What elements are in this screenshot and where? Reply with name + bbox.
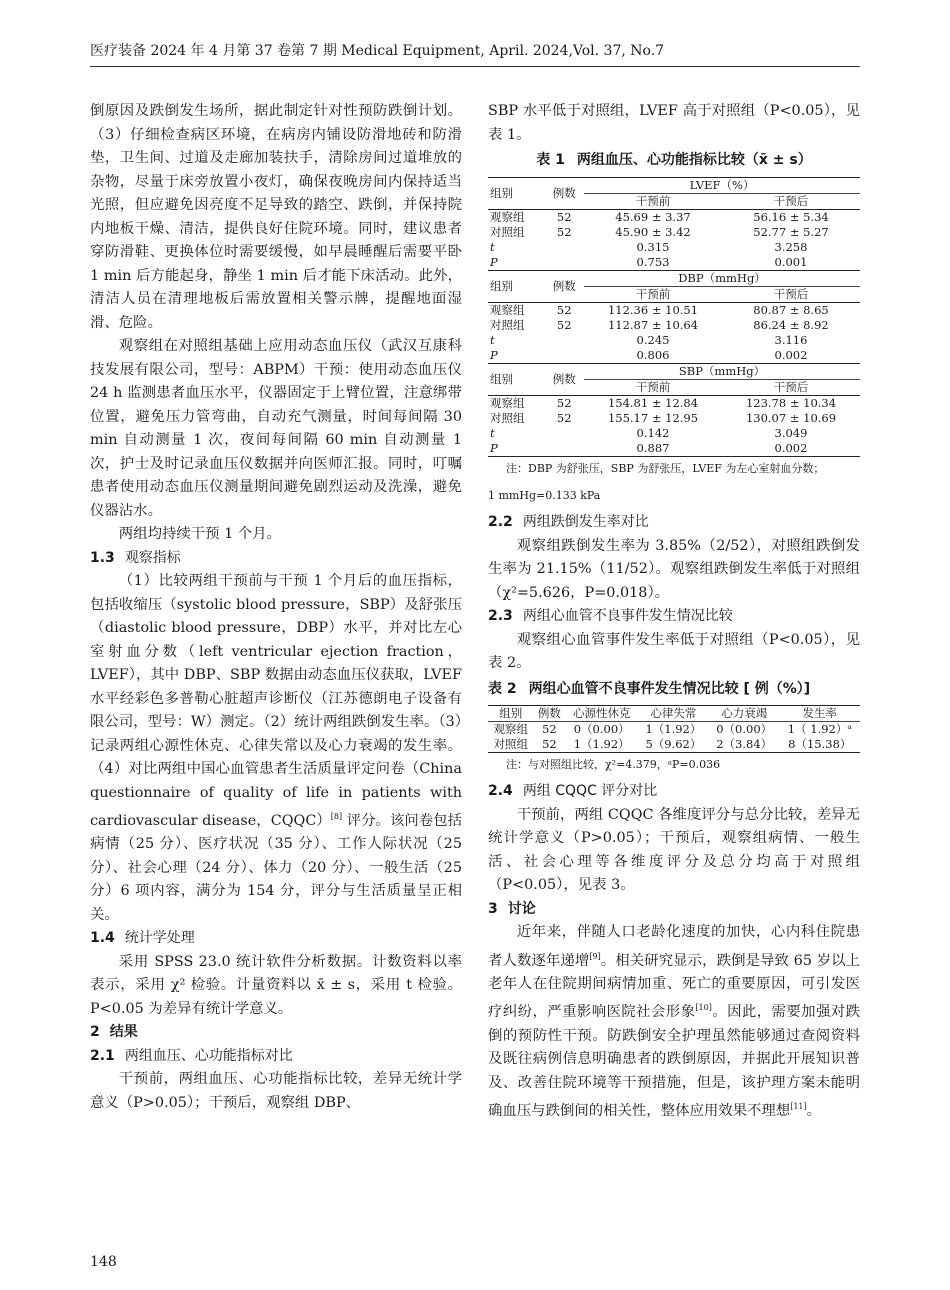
paragraph-duration: 两组均持续干预 1 个月。 — [118, 526, 282, 542]
table-cell: 干预前 — [584, 379, 722, 395]
table-1-header-row — [488, 363, 860, 379]
table-cell: 45.69 ± 3.37 — [615, 209, 691, 224]
paragraph-observation-group: 观察组在对照组基础上应用动态血压仪（武汉互康科技发展有限公司，型号：ABPM）干预：使用动态血压仪 24 h 监测患者血压水平，仪器固定于上臂位置，注意绑带位置，避免压力管弯曲，自动充气测量，时间每间隔 30 min 自动测量 1 次，夜间每间隔 60 min 自动测量 1 次，护士及时记录血压仪数据并向医师汇报。同时，叮嘱患者使用动态血压仪测量期间避免剧烈运动及洗澡，避免仪器沾水。 — [90, 338, 462, 519]
table-cell: 2（3.84） — [709, 737, 780, 753]
table-row — [488, 225, 860, 240]
table-header-cell: 心律失常 — [638, 706, 709, 722]
paragraph-indicators: （1）比较两组干预前与干预 1 个月后的血压指标，包括收缩压（systolic blood pressure，SBP）及舒张压（diastolic blood pressure，DBP）水平，并对比左心室射血分数（left ventricular ejection fraction，LVEF），其中 DBP、SBP 数据由动态血压仪获取，LVEF 水平经彩色多普勒心脏超声诊断仪（江苏德朗电子设备有限公司，型号：W）测定。（2）统计两组跌倒发生率。（3）记录两组心源性休克、心律失常以及心力衰竭的发生率。（4）对比两组中国心血管患者生活质量评定问卷（China questionnaire of quality of life in patients with cardiovascular disease，CQQC）[8] 评分。该问卷包括病情（25 分）、医疗状况（35 分）、工作人际状况（25 分）、社会心理（24 分）、体力（20 分）、一般生活（25 分）6 项内容，满分为 154 分，评分与生活质量呈正相关。 — [90, 573, 462, 923]
table-cell: 52.77 ± 5.27 — [753, 224, 829, 239]
table-row — [488, 722, 860, 738]
table-cell: 0.753 — [584, 255, 722, 271]
table-2-header-row — [488, 706, 860, 722]
section-3-heading: 3 讨论 — [488, 900, 536, 917]
table-cell: t — [490, 239, 495, 254]
table-row — [488, 318, 860, 333]
table-row — [488, 333, 860, 348]
table-row — [488, 441, 860, 457]
paragraph-result-2-4: 干预前，两组 CQQC 各维度评分与总分比较，差异无统计学意义（P>0.05）；干预后，观察组病情、一般生活、社会心理等各维度评分及总分均高于对照组（P<0.05），见表 3。 — [488, 806, 860, 893]
table-cell: 86.24 ± 8.92 — [753, 317, 829, 332]
paragraph-result-2-1: 干预前，两组血压、心功能指标比较，差异无统计学意义（P>0.05）；干预后，观察组 DBP、 — [90, 1071, 462, 1111]
table-cell: t — [490, 425, 495, 440]
table-1-note-unit: 1 mmHg=0.133 kPa — [488, 488, 601, 502]
table-cell: 1（1.92） — [565, 737, 638, 753]
table-row — [488, 302, 860, 318]
section-2-1-heading: 2.1 两组血压、心功能指标对比 — [90, 1047, 293, 1064]
table-cell: 56.16 ± 5.34 — [753, 209, 829, 224]
table-row — [488, 255, 860, 271]
table-cell: 52 — [556, 395, 572, 410]
table-2-caption: 表 2 两组心血管不良事件发生情况比较 [ 例（%）] — [488, 680, 811, 697]
section-1-3-heading: 1.3 观察指标 — [90, 549, 181, 566]
table-cell: 52 — [556, 410, 572, 425]
table-1-caption: 表 1 两组血压、心功能指标比较（x̄ ± s） — [536, 152, 812, 168]
table-cell: 0.002 — [722, 441, 860, 457]
table-cell: 1（ 1.92）ᵃ — [787, 722, 852, 736]
table-cell: 154.81 ± 12.84 — [607, 395, 699, 410]
table-row — [488, 426, 860, 441]
paragraph-prevention-plan: 倒原因及跌倒发生场所，据此制定针对性预防跌倒计划。（3）仔细检查病区环境，在病房内铺设防滑地砖和防滑垫，卫生间、过道及走廊加装扶手，清除房间过道堆放的杂物，尽量于床旁放置小夜灯，确保夜晚房间内保持适当光照，但应避免因亮度不足导致的踏空、跌倒，并保持院内地板干燥、清洁，提供良好住院环境。同时，建议患者穿防滑鞋、更换体位时需要缓慢，如早晨睡醒后需要平卧 1 min 后方能起身，静坐 1 min 后才能下床活动。此外，清洁人员在清理地板后需放置相关警示牌，提醒地面湿滑、危险。 — [90, 103, 462, 331]
left-column — [90, 100, 462, 1115]
table-2 — [488, 705, 860, 753]
table-1 — [488, 177, 860, 457]
table-cell: 52 — [542, 722, 557, 736]
table-1-header-row — [488, 177, 860, 193]
table-cell: 干预后 — [722, 193, 860, 209]
table-cell: 52 — [556, 317, 572, 332]
table-cell: 0.315 — [636, 239, 670, 254]
table-row — [488, 209, 860, 225]
table-cell: 130.07 ± 10.69 — [745, 410, 837, 425]
table-cell: 0.245 — [636, 332, 670, 347]
table-cell: 组别 — [488, 363, 544, 395]
right-column — [488, 100, 860, 1123]
table-cell: 1（1.92） — [645, 722, 702, 736]
table-cell: 干预前 — [584, 193, 722, 209]
table-cell: 干预后 — [722, 286, 860, 302]
table-row — [488, 395, 860, 411]
table-cell: 112.87 ± 10.64 — [607, 317, 699, 332]
table-header-cell: 组别 — [488, 706, 533, 722]
table-cell: 0.001 — [722, 255, 860, 271]
table-cell: 0.002 — [722, 348, 860, 364]
table-cell: 观察组 — [490, 395, 525, 410]
table-cell: P — [488, 348, 544, 364]
running-header: 医疗装备 2024 年 4 月第 37 卷第 7 期 Medical Equipment, April. 2024,Vol. 37, No.7 — [90, 40, 860, 67]
table-cell: 45.90 ± 3.42 — [615, 224, 691, 239]
table-1-header-row — [488, 270, 860, 286]
paragraph-result-2-2: 观察组跌倒发生率为 3.85%（2/52），对照组跌倒发生率为 21.15%（11/52）。观察组跌倒发生率低于对照组（χ²=5.626，P=0.018）。 — [488, 537, 860, 601]
table-cell: 52 — [556, 224, 572, 239]
table-cell: 0.142 — [636, 425, 670, 440]
table-cell: 0（0.00） — [573, 722, 630, 736]
paragraph-result-2-1-cont: SBP 水平低于对照组，LVEF 高于对照组（P<0.05），见表 1。 — [488, 103, 860, 143]
table-cell: 观察组 — [490, 302, 525, 317]
table-row — [488, 240, 860, 255]
table-cell: P — [488, 441, 544, 457]
table-cell: P — [488, 255, 544, 271]
table-metric-header: SBP（mmHg） — [584, 363, 860, 379]
table-cell: 52 — [556, 302, 572, 317]
table-cell: 52 — [556, 209, 572, 224]
table-row — [488, 737, 860, 753]
table-cell: 123.78 ± 10.34 — [745, 395, 837, 410]
table-cell: 155.17 ± 12.95 — [607, 410, 699, 425]
citation-11: [11] — [790, 1102, 807, 1112]
table-cell: t — [490, 332, 495, 347]
table-cell: 80.87 ± 8.65 — [753, 302, 829, 317]
table-cell: 112.36 ± 10.51 — [607, 302, 699, 317]
table-metric-header: DBP（mmHg） — [584, 270, 860, 286]
table-header-cell: 心源性休克 — [565, 706, 638, 722]
table-header-cell: 例数 — [533, 706, 565, 722]
citation-8: [8] — [330, 812, 343, 821]
paragraph-statistics: 采用 SPSS 23.0 统计软件分析数据。计数资料以率表示，采用 χ² 检验。计量资料以 x̄ ± s，采用 t 检验。P<0.05 为差异有统计学意义。 — [90, 953, 462, 1017]
table-cell: 干预后 — [722, 379, 860, 395]
table-cell: 观察组 — [493, 722, 528, 736]
table-row — [488, 348, 860, 364]
table-cell: 对照组 — [490, 224, 525, 239]
section-1-4-heading: 1.4 统计学处理 — [90, 930, 195, 947]
table-header-cell: 心力衰竭 — [709, 706, 780, 722]
table-cell: 0.806 — [584, 348, 722, 364]
citation-10: [10] — [695, 1003, 712, 1013]
table-cell: 52 — [533, 737, 565, 753]
citation-9: [9] — [589, 951, 601, 961]
table-cell: 8（15.38） — [780, 737, 860, 753]
table-cell: 干预前 — [584, 286, 722, 302]
table-cell: 组别 — [488, 177, 544, 209]
table-cell: 对照组 — [488, 737, 533, 753]
section-2-3-heading: 2.3 两组心血管不良事件发生情况比较 — [488, 608, 733, 624]
table-cell: 对照组 — [490, 317, 525, 332]
table-cell: 组别 — [488, 270, 544, 302]
paragraph-result-2-3: 观察组心血管事件发生率低于对照组（P<0.05），见表 2。 — [488, 631, 860, 671]
table-cell: 3.049 — [774, 425, 808, 440]
table-cell: 对照组 — [490, 410, 525, 425]
table-row — [488, 411, 860, 426]
table-cell: 观察组 — [490, 209, 525, 224]
paragraph-discussion: 近年来，伴随人口老龄化速度的加快，心内科住院患者人数逐年递增[9]。相关研究显示，跌倒是导致 65 岁以上老年人在住院期间病情加重、死亡的重要原因，可引发医疗纠纷，严重影响医院社会形象[10]。因此，需要加强对跌倒的预防性干预。防跌倒安全护理虽然能够通过查阅资料及既往病例信息明确患者的跌倒原因，并据此开展知识普及、改善住院环境等干预措施，但是，该护理方案未能明确血压与跌倒间的相关性，整体应用效果不理想[11]。 — [488, 924, 860, 1119]
table-cell: 例数 — [544, 363, 584, 395]
table-2-note: 注：与对照组比较，χ²=4.379，ᵃP=0.036 — [506, 758, 721, 771]
table-cell: 3.258 — [774, 239, 808, 254]
table-cell: 0.887 — [584, 441, 722, 457]
table-cell: 3.116 — [774, 332, 808, 347]
section-2-4-heading: 2.4 两组 CQQC 评分对比 — [488, 783, 658, 799]
table-1-note: 注：DBP 为舒张压，SBP 为舒张压，LVEF 为左心室射血分数； — [506, 461, 825, 475]
table-cell: 例数 — [544, 177, 584, 209]
section-2-heading: 2 结果 — [90, 1024, 138, 1041]
table-metric-header: LVEF（%） — [584, 177, 860, 193]
section-2-2-heading: 2.2 两组跌倒发生率对比 — [488, 514, 649, 530]
table-cell: 5（9.62） — [638, 737, 709, 753]
page-number: 148 — [90, 1254, 117, 1270]
table-header-cell: 发生率 — [780, 706, 860, 722]
table-cell: 例数 — [544, 270, 584, 302]
table-cell: 0（0.00） — [716, 722, 773, 736]
